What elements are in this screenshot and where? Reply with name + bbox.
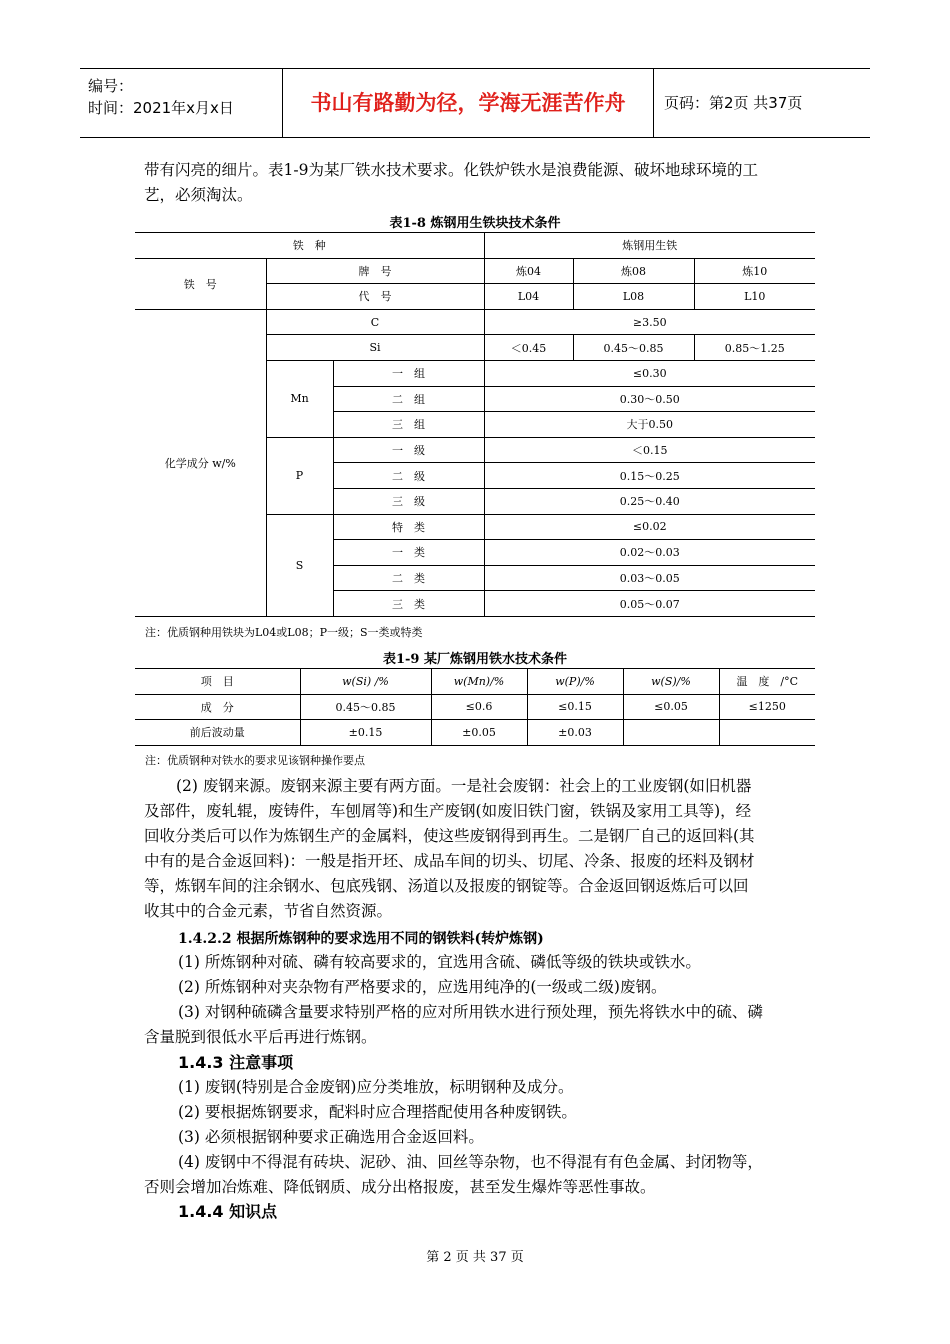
scrap-paragraph bbox=[144, 774, 809, 924]
table-cell: ＜0.15 bbox=[484, 437, 815, 463]
header-motto: 书山有路勤为径，学海无涯苦作舟 bbox=[310, 91, 626, 115]
table-cell: ±0.15 bbox=[300, 720, 431, 746]
table-1-9 bbox=[135, 668, 815, 746]
table-cell: 铁 号 bbox=[135, 258, 266, 309]
table-cell: 0.05～0.07 bbox=[484, 591, 815, 617]
table-header: w(S)/% bbox=[623, 669, 719, 695]
table-cell: 成 分 bbox=[135, 694, 300, 720]
text-line: 含量脱到很低水平后再进行炼钢。 bbox=[144, 1028, 377, 1046]
table-cell: S bbox=[266, 514, 333, 616]
table-header: w(Si) /% bbox=[300, 669, 431, 695]
table-cell: 二 级 bbox=[333, 463, 484, 489]
table-cell: 代 号 bbox=[266, 284, 484, 310]
table-cell: ±0.03 bbox=[527, 720, 623, 746]
table-1-9-note: 注：优质钢种对铁水的要求见该钢种操作要点 bbox=[145, 754, 365, 767]
table-cell: 0.45～0.85 bbox=[300, 694, 431, 720]
table-cell: 特 类 bbox=[333, 514, 484, 540]
text-line: 带有闪亮的细片。表1-9为某厂铁水技术要求。化铁炉铁水是浪费能源、破坏地球环境的工 bbox=[144, 161, 758, 179]
text-line: 中有的是合金返回料)：一般是指开坯、成品车间的切头、切尾、冷条、报废的坯料及钢材 bbox=[144, 852, 755, 870]
table-1-9-caption: 表1-9 某厂炼钢用铁水技术条件 bbox=[382, 652, 567, 667]
table-cell: 0.25～0.40 bbox=[484, 488, 815, 514]
table-cell: 化学成分 w/% bbox=[135, 309, 266, 616]
table-cell: C bbox=[266, 309, 484, 335]
table-cell: ≤1250 bbox=[719, 694, 815, 720]
table-cell: 炼04 bbox=[484, 258, 573, 284]
number-label: 编号： bbox=[88, 77, 134, 95]
table-cell: 二 组 bbox=[333, 386, 484, 412]
intro-paragraph bbox=[144, 158, 809, 208]
header-page-info: 页码：第2页 共37页 bbox=[664, 94, 803, 112]
time-label: 时间：2021年x月x日 bbox=[88, 99, 234, 117]
table-cell: 一 组 bbox=[333, 360, 484, 386]
header-meta bbox=[88, 75, 234, 119]
table-cell: 铁 种 bbox=[135, 233, 484, 259]
table-cell: Mn bbox=[266, 360, 333, 437]
table-cell: ＜0.45 bbox=[484, 335, 573, 361]
text-line: (2) 废钢来源。废钢来源主要有两方面。一是社会废钢：社会上的工业废钢(如旧机器 bbox=[176, 777, 752, 795]
table-cell: 三 组 bbox=[333, 412, 484, 438]
table-cell: 牌 号 bbox=[266, 258, 484, 284]
page-footer: 第 2 页 共 37 页 bbox=[426, 1250, 524, 1265]
table-cell: 一 类 bbox=[333, 540, 484, 566]
table-header: w(Mn)/% bbox=[431, 669, 527, 695]
table-cell: ≥3.50 bbox=[484, 309, 815, 335]
text-line: (1) 所炼钢种对硫、磷有较高要求的，宜选用含硫、磷低等级的铁块或铁水。 bbox=[178, 953, 701, 971]
section-heading-143: 1.4.3 注意事项 bbox=[178, 1053, 294, 1072]
table-1-8-caption: 表1-8 炼钢用生铁块技术条件 bbox=[389, 216, 561, 231]
text-line: (2) 所炼钢种对夹杂物有严格要求的，应选用纯净的(一级或二级)废钢。 bbox=[178, 978, 667, 996]
text-line: 及部件，废轧辊，废铸件，车刨屑等)和生产废钢(如废旧铁门窗，铁锅及家用工具等)，经 bbox=[144, 802, 752, 820]
table-cell bbox=[719, 720, 815, 746]
table-cell: 0.03～0.05 bbox=[484, 565, 815, 591]
table-cell: 0.30～0.50 bbox=[484, 386, 815, 412]
table-cell: ≤0.02 bbox=[484, 514, 815, 540]
table-cell: 0.15～0.25 bbox=[484, 463, 815, 489]
table-cell: 二 类 bbox=[333, 565, 484, 591]
text-line: (3) 对钢种硫磷含量要求特别严格的应对所用铁水进行预处理，预先将铁水中的硫、磷 bbox=[178, 1003, 763, 1021]
text-line: (1) 废钢(特别是合金废钢)应分类堆放，标明钢种及成分。 bbox=[178, 1078, 574, 1096]
text-line: (3) 必须根据钢种要求正确选用合金返回料。 bbox=[178, 1128, 484, 1146]
text-line: 收其中的合金元素，节省自然资源。 bbox=[144, 902, 393, 920]
table-1-8 bbox=[135, 232, 815, 617]
table-cell: 0.45～0.85 bbox=[573, 335, 694, 361]
table-header: w(P)/% bbox=[527, 669, 623, 695]
table-cell: 前后波动量 bbox=[135, 720, 300, 746]
table-cell: 一 级 bbox=[333, 437, 484, 463]
table-1-8-note: 注：优质钢种用铁块为L04或L08；P一级；S一类或特类 bbox=[145, 626, 423, 639]
table-cell: ≤0.6 bbox=[431, 694, 527, 720]
table-header: 项 目 bbox=[135, 669, 300, 695]
table-cell: 三 级 bbox=[333, 488, 484, 514]
table-cell: L10 bbox=[694, 284, 815, 310]
table-cell: 大于0.50 bbox=[484, 412, 815, 438]
table-header: 温 度 /°C bbox=[719, 669, 815, 695]
text-line: 否则会增加冶炼难、降低钢质、成分出格报废，甚至发生爆炸等恶性事故。 bbox=[144, 1178, 656, 1196]
page-header bbox=[80, 68, 870, 138]
section-heading-144: 1.4.4 知识点 bbox=[178, 1202, 278, 1221]
header-divider bbox=[653, 69, 654, 137]
table-cell: ±0.05 bbox=[431, 720, 527, 746]
text-line: (4) 废钢中不得混有砖块、泥砂、油、回丝等杂物，也不得混有有色金属、封闭物等， bbox=[178, 1153, 763, 1171]
table-cell bbox=[623, 720, 719, 746]
text-line: (2) 要根据炼钢要求，配料时应合理搭配使用各种废钢铁。 bbox=[178, 1103, 577, 1121]
table-cell: 炼08 bbox=[573, 258, 694, 284]
table-cell: 0.02～0.03 bbox=[484, 540, 815, 566]
text-line: 回收分类后可以作为炼钢生产的金属料，使这些废钢得到再生。二是钢厂自己的返回料(其 bbox=[144, 827, 755, 845]
table-cell: ≤0.05 bbox=[623, 694, 719, 720]
table-cell: 炼10 bbox=[694, 258, 815, 284]
table-cell: L08 bbox=[573, 284, 694, 310]
table-cell: ≤0.30 bbox=[484, 360, 815, 386]
table-cell: Si bbox=[266, 335, 484, 361]
text-line: 艺，必须淘汰。 bbox=[144, 186, 253, 204]
sub-heading-1422: 1.4.2.2 根据所炼钢种的要求选用不同的钢铁料(转炉炼钢) bbox=[178, 931, 544, 947]
table-cell: P bbox=[266, 437, 333, 514]
table-cell: 0.85～1.25 bbox=[694, 335, 815, 361]
table-cell: ≤0.15 bbox=[527, 694, 623, 720]
table-cell: L04 bbox=[484, 284, 573, 310]
text-line: 等，炼钢车间的注余钢水、包底残钢、汤道以及报废的钢锭等。合金返回钢返炼后可以回 bbox=[144, 877, 749, 895]
table-cell: 三 类 bbox=[333, 591, 484, 617]
table-cell: 炼钢用生铁 bbox=[484, 233, 815, 259]
